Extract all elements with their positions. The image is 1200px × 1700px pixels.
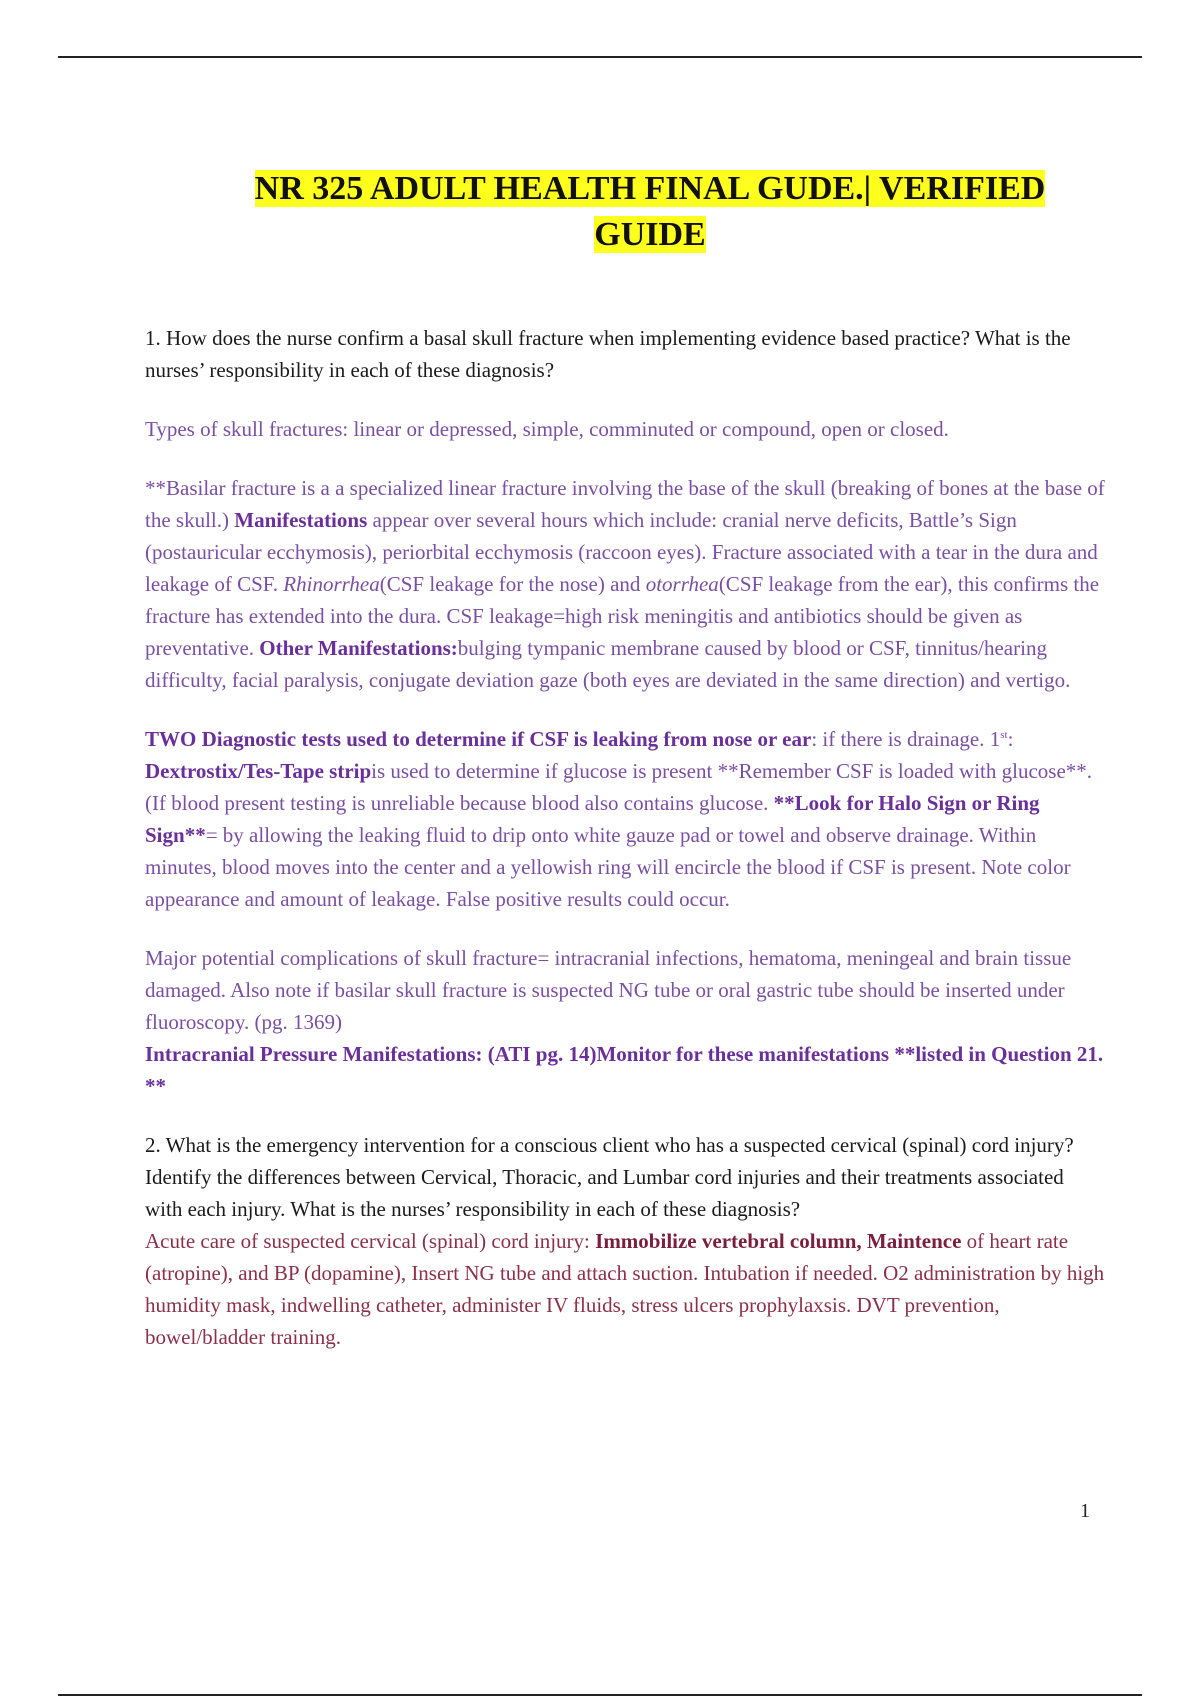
icp-manifestations-text: Intracranial Pressure Manifestations: (ATI pg. 14)Monitor for these manifestations **listed in Question 21. ** — [145, 1042, 1104, 1098]
diagnostic-tests-paragraph — [145, 723, 1105, 915]
document-body — [145, 322, 1105, 1353]
header-rule — [58, 56, 1142, 58]
complications-paragraph: Major potential complications of skull fracture= intracranial infections, hematoma, meningeal and brain tissue damaged. Also note if basilar skull fracture is suspected NG tube or oral gastric tube should be inserted under fluoroscopy. (pg. 1369) — [145, 946, 1072, 1034]
halo-sign-label: **Look for Halo Sign or Ring Sign** — [145, 791, 1040, 847]
title-line-2: GUIDE — [594, 216, 706, 253]
basilar-text-2: appear over several hours which include: cranial nerve deficits, Battle’s Sign (postauricular ecchymosis), periorbital ecchymosis (raccoon eyes). Fracture associated with a tear in the dura and leakage of CSF. — [145, 508, 1098, 596]
basilar-text-1: **Basilar fracture is a a specialized linear fracture involving the base of the skull (breaking of bones at the base of the skull.) — [145, 476, 1105, 532]
skull-fracture-types: Types of skull fractures: linear or depressed, simple, comminuted or compound, open or closed. — [145, 417, 949, 441]
title-line-1: NR 325 ADULT HEALTH FINAL GUDE.| VERIFIED — [254, 170, 1046, 207]
basilar-text-3: (CSF leakage for the nose) and — [379, 572, 646, 596]
question-1: 1. How does the nurse confirm a basal skull fracture when implementing evidence based practice? What is the nurses’ responsibility in each of these diagnosis? — [145, 326, 1071, 382]
diagnostic-text-3: is used to determine if glucose is present **Remember CSF is loaded with glucose**. (If blood present testing is unreliable because blood also contains glucose. — [145, 759, 1093, 815]
dextrostix-label: Dextrostix/Tes-Tape strip — [145, 759, 372, 783]
otorrhea-term: otorrhea — [645, 572, 719, 596]
question-2: 2. What is the emergency intervention for a conscious client who has a suspected cervical (spinal) cord injury? Identify the differences between Cervical, Thoracic, and Lumbar cord injuries and their treatments associated with each injury. What is the nurses’ responsibility in each of these diagnosis? — [145, 1133, 1074, 1221]
diagnostic-tests-heading: TWO Diagnostic tests used to determine if CSF is leaking from nose or ear — [145, 727, 812, 751]
basilar-text-5: bulging tympanic membrane caused by blood or CSF, tinnitus/hearing difficulty, facial paralysis, conjugate deviation gaze (both eyes are deviated in the same direction) and vertigo. — [145, 636, 1071, 692]
acute-care-paragraph — [145, 1225, 1105, 1353]
footer-rule — [58, 1694, 1142, 1696]
other-manifestations-label: Other Manifestations: — [259, 636, 458, 660]
diagnostic-text-2: : — [1007, 727, 1014, 751]
basilar-fracture-paragraph — [145, 472, 1105, 696]
basilar-text-4: (CSF leakage from the ear), this confirms the fracture has extended into the dura. CSF leakage=high risk meningitis and antibiotics should be given as preventative. — [145, 572, 1100, 660]
rhinorrhea-term: Rhinorrhea — [283, 572, 380, 596]
page-number: 1 — [1080, 1500, 1090, 1522]
acute-text-1: Acute care of suspected cervical (spinal) cord injury: — [145, 1229, 596, 1253]
manifestations-label: Manifestations — [234, 508, 368, 532]
acute-text-2: of heart rate (atropine), and BP (dopamine), Insert NG tube and attach suction. Intubation if needed. O2 administration by high humidity mask, indwelling catheter, administer IV fluids, stress ulcers prophylaxsis. DVT prevention, bowel/bladder training. — [145, 1229, 1105, 1349]
ordinal-suffix: st — [1000, 729, 1008, 741]
document-title — [200, 166, 1100, 258]
diagnostic-text-1: : if there is drainage. 1 — [811, 727, 1001, 751]
diagnostic-text-4: = by allowing the leaking fluid to drip onto white gauze pad or towel and observe drainage. Within minutes, blood moves into the center and a yellowish ring will encircle the blood if CSF is present. Note color appearance and amount of leakage. False positive results could occur. — [145, 823, 1071, 911]
icp-manifestations — [145, 1038, 1105, 1102]
immobilize-label: Immobilize vertebral column, Maintence — [595, 1229, 962, 1253]
